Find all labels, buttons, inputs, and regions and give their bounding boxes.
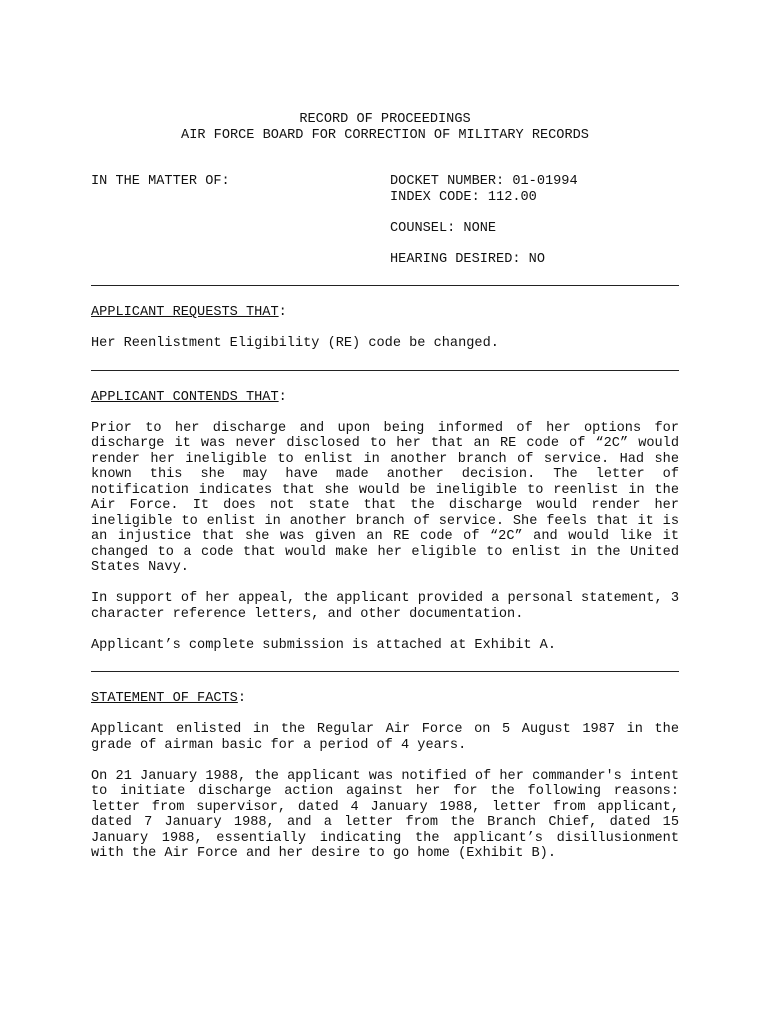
- facts-paragraph-1: Applicant enlisted in the Regular Air Force on 5 August 1987 in the grade of airman basic for a period of 4 years.: [91, 722, 679, 753]
- requests-title: APPLICANT REQUESTS THAT: [91, 305, 279, 320]
- matter-block: [91, 174, 679, 268]
- contends-heading: APPLICANT CONTENDS THAT:: [91, 389, 287, 405]
- document-page: [91, 112, 679, 862]
- contends-paragraph-1: Prior to her discharge and upon being informed of her options for discharge it was never disclosed to her that an RE code of “2C” would render her ineligible to enlist in another branch of service. Had she known this she may have made another decision. The letter of notification indicates that she would be ineligible to reenlist in the Air Force. It does not state that the discharge would render her ineligible to enlist in another branch of service. She feels that it is an injustice that she was given an RE code of “2C” and would like it changed to a code that would make her eligible to enlist in the United States Navy.: [91, 420, 679, 575]
- requests-text: Her Reenlistment Eligibility (RE) code be changed.: [91, 336, 499, 351]
- contends-paragraph-3: Applicant’s complete submission is attached at Exhibit A.: [91, 637, 556, 653]
- requests-heading: APPLICANT REQUESTS THAT:: [91, 305, 287, 320]
- document-header: [91, 112, 679, 143]
- facts-paragraph-2: On 21 January 1988, the applicant was notified of her commander's intent to initiate discharge action against her for the following reasons: letter from supervisor, dated 4 January 1988, letter from applicant, dated 7 January 1988, and a letter from the Branch Chief, dated 15 January 1988, essentially indicating the applicant’s disillusionment with the Air Force and her desire to go home (Exhibit B).: [91, 768, 679, 861]
- matter-label: IN THE MATTER OF:: [91, 174, 230, 189]
- facts-title: STATEMENT OF FACTS: [91, 691, 238, 706]
- contends-paragraph-2: In support of her appeal, the applicant provided a personal statement, 3 character reference letters, and other documentation.: [91, 591, 679, 622]
- case-details: [390, 174, 578, 267]
- docket-number: DOCKET NUMBER: 01-01994: [390, 174, 578, 189]
- hearing-desired: HEARING DESIRED: NO: [390, 251, 545, 267]
- header-title: RECORD OF PROCEEDINGS: [299, 112, 471, 127]
- counsel: COUNSEL: NONE: [390, 220, 497, 236]
- contends-title: APPLICANT CONTENDS THAT: [91, 389, 279, 405]
- header-board-name: AIR FORCE BOARD FOR CORRECTION OF MILITARY RECORDS: [181, 127, 589, 143]
- facts-heading: STATEMENT OF FACTS:: [91, 691, 247, 706]
- index-code: INDEX CODE: 112.00: [390, 189, 537, 205]
